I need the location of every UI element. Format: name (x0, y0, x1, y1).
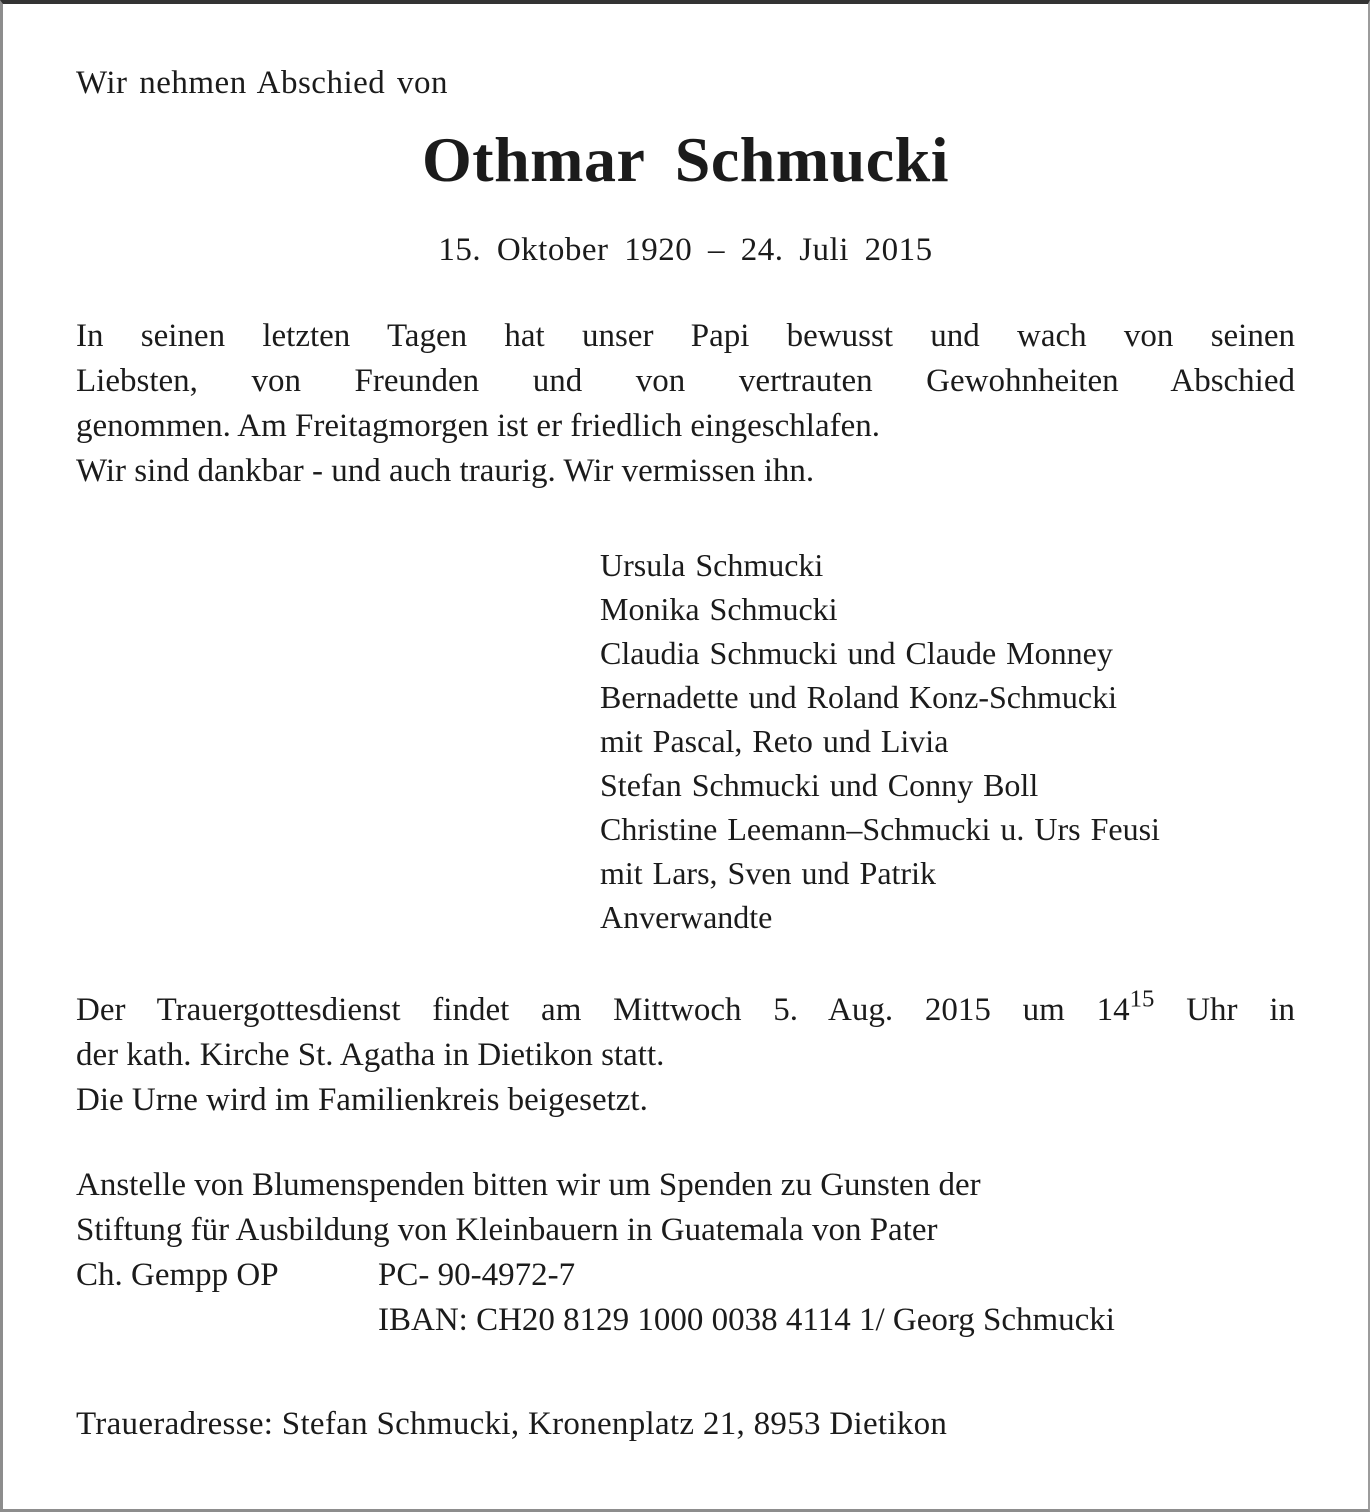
service-line-1-text: Der Trauergottesdienst findet am Mittwoch 5. Aug. 2015 um 14 (76, 992, 1130, 1028)
service-line-2: der kath. Kirche St. Agatha in Dietikon statt. (76, 1037, 665, 1073)
mourner-name: Monika Schmucki (600, 591, 838, 627)
mourning-address: Traueradresse: Stefan Schmucki, Kronenplatz 21, 8953 Dietikon (76, 1406, 948, 1442)
life-dates: 15. Oktober 1920 – 24. Juli 2015 (438, 232, 933, 268)
obituary-paragraph (76, 314, 1295, 494)
service-line-1-tail: Uhr in (1186, 992, 1295, 1028)
donation-line-1: Anstelle von Blumenspenden bitten wir um Spenden zu Gunsten der (76, 1167, 981, 1203)
service-info (76, 985, 1295, 1123)
service-line-3: Die Urne wird im Familienkreis beigesetzt. (76, 1082, 648, 1118)
iban-line: IBAN: CH20 8129 1000 0038 4114 1/ Georg Schmucki (378, 1302, 1115, 1338)
donation-info (76, 1163, 1295, 1343)
postal-account: PC- 90-4972-7 (378, 1257, 576, 1293)
mourner-name: Bernadette und Roland Konz-Schmucki (600, 679, 1117, 715)
service-time-superscript: 15 (1129, 985, 1155, 1013)
donor-name: Ch. Gempp OP (76, 1257, 279, 1293)
mourner-name: mit Lars, Sven und Patrik (600, 855, 936, 891)
service-line-1 (76, 985, 1295, 1033)
intro-line: Wir nehmen Abschied von (76, 65, 449, 101)
obituary-line-3: genommen. Am Freitagmorgen ist er friedlich eingeschlafen. (76, 408, 880, 444)
mourner-name: Ursula Schmucki (600, 547, 824, 583)
mourner-name: Claudia Schmucki und Claude Monney (600, 635, 1113, 671)
donation-line-3 (76, 1253, 1295, 1298)
mourner-name: Anverwandte (600, 899, 773, 935)
mourner-name: Stefan Schmucki und Conny Boll (600, 767, 1039, 803)
obituary-line-2: Liebsten, von Freunden und von vertrauten Gewohnheiten Abschied (76, 363, 1295, 399)
deceased-name: Othmar Schmucki (421, 124, 950, 195)
mourners-list (600, 543, 1295, 939)
donation-line-2: Stiftung für Ausbildung von Kleinbauern in Guatemala von Pater (76, 1212, 938, 1248)
obituary-line-4: Wir sind dankbar - und auch traurig. Wir vermissen ihn. (76, 453, 815, 489)
mourner-name: Christine Leemann–Schmucki u. Urs Feusi (600, 811, 1160, 847)
obituary-line-1: In seinen letzten Tagen hat unser Papi bewusst und wach von seinen (76, 318, 1295, 354)
mourner-name: mit Pascal, Reto und Livia (600, 723, 949, 759)
